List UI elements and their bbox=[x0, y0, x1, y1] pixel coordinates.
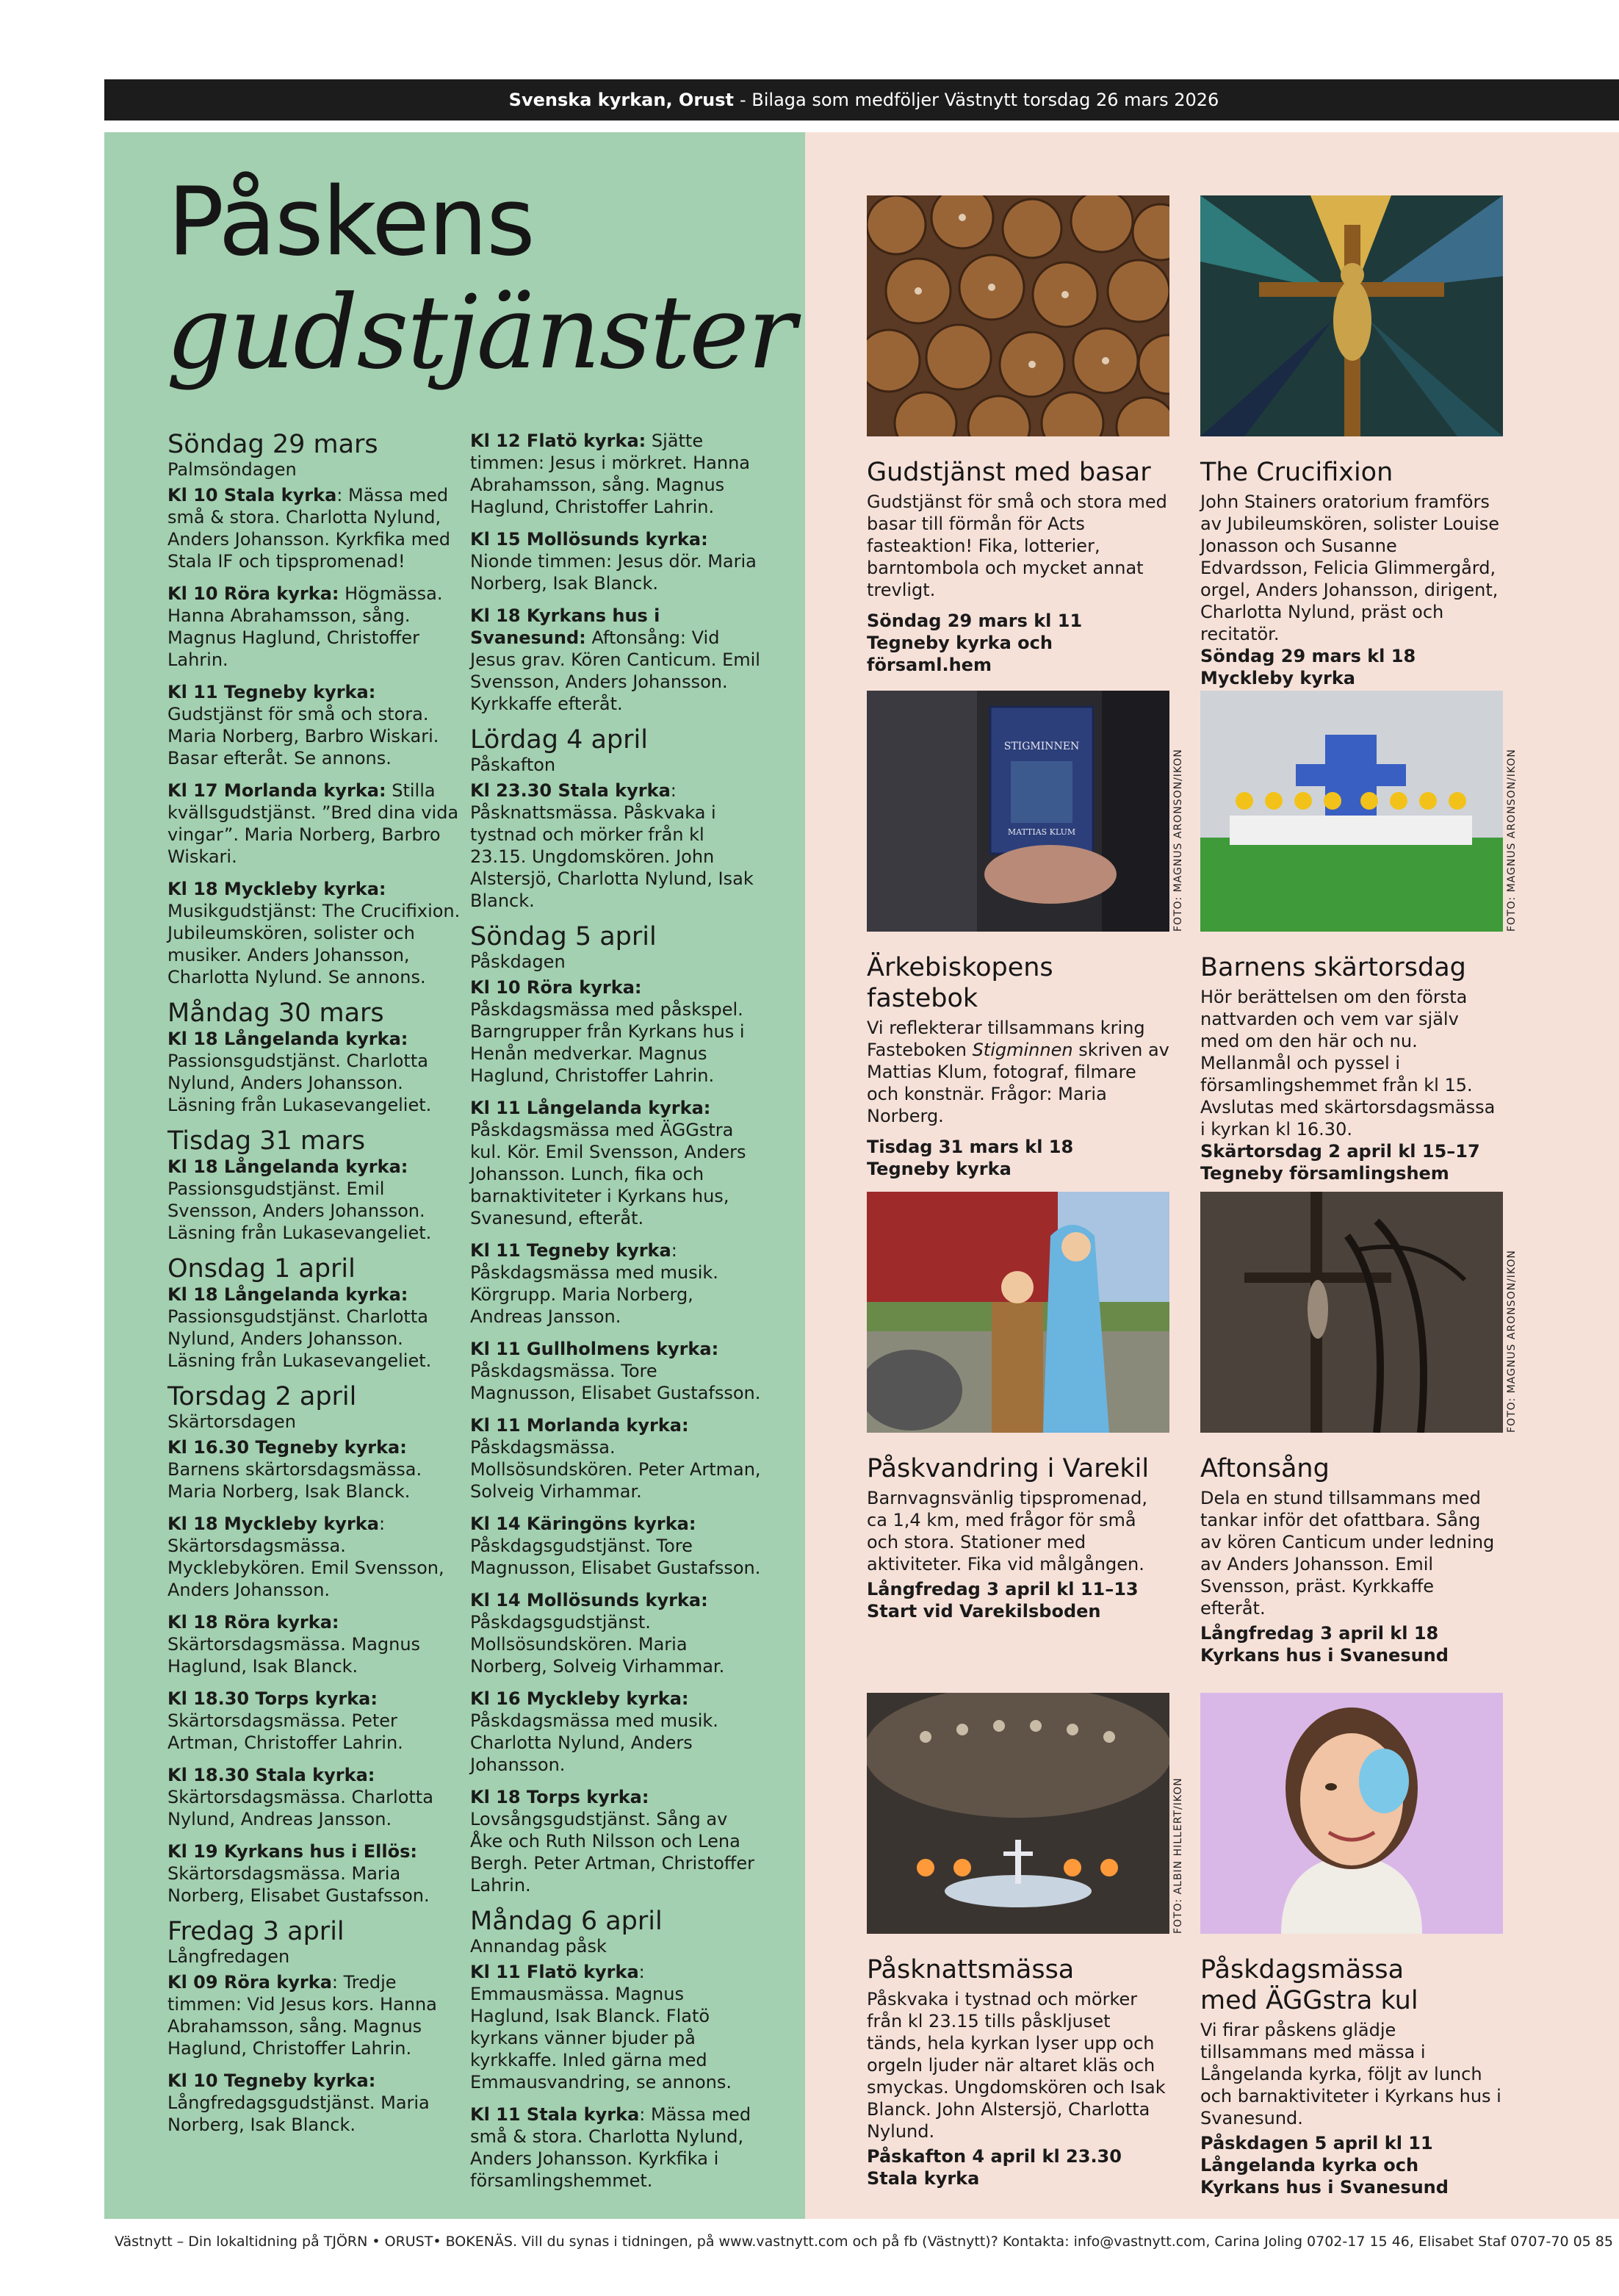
service-time-place: Kl 18 Långelanda kyrka: bbox=[167, 1284, 408, 1305]
page-title-italic: gudstjänster bbox=[166, 273, 795, 392]
event-time: Tisdag 31 mars kl 18 bbox=[867, 1137, 1074, 1157]
book-author: MATTIAS KLUM bbox=[1007, 827, 1076, 837]
service-entry bbox=[167, 1611, 461, 1677]
service-entry bbox=[167, 484, 461, 572]
service-entry bbox=[470, 605, 764, 715]
service-entry bbox=[167, 1156, 461, 1244]
service-details: : Mässa med små & stora. Charlotta Nylund, Anders Johansson. Kyrkfika med Stala IF och tipspromenad! bbox=[167, 485, 450, 572]
service-time-place: Kl 11 Tegneby kyrka bbox=[470, 1240, 671, 1261]
egg-girl-photo bbox=[1200, 1693, 1503, 1934]
service-entry bbox=[470, 1338, 764, 1404]
service-entry bbox=[470, 2104, 764, 2192]
service-time-place: Kl 11 Flatö kyrka bbox=[470, 1962, 639, 1982]
event-time: Påskafton 4 april kl 23.30 bbox=[867, 2146, 1122, 2167]
service-entry bbox=[167, 1688, 461, 1754]
service-time-place: Kl 10 Röra kyrka: bbox=[167, 583, 339, 604]
day-heading: Måndag 30 mars bbox=[167, 998, 384, 1028]
service-details: Aftonsång: Vid Jesus grav. Kören Canticum. Emil Svensson, Anders Johansson. Kyrkkaffe efteråt. bbox=[470, 627, 760, 714]
event-description: Vi firar påskens glädje tillsammans med mässa i Långelanda kyrka, följt av lunch och barnaktiviteter i Kyrkans hus i Svanesund. bbox=[1200, 2020, 1501, 2128]
event-card-pasvandring bbox=[867, 1192, 1169, 1622]
event-place: Start vid Varekilsboden bbox=[867, 1601, 1101, 1622]
photo-credit: FOTO: MAGNUS ARONSON/IKON bbox=[1506, 1250, 1518, 1433]
header-text: - Bilaga som medföljer Västnytt torsdag 26 mars 2026 bbox=[740, 90, 1219, 110]
service-entry bbox=[167, 583, 461, 671]
event-title: Påsknattsmässa bbox=[867, 1955, 1075, 1984]
lego-supper-photo bbox=[1200, 691, 1503, 932]
service-details: Lovsångsgudstjänst. Sång av Åke och Ruth Nilsson och Lena Bergh. Peter Artman, Christoffer Lahrin. bbox=[470, 1809, 754, 1896]
event-card-skartorsdag bbox=[1200, 691, 1518, 1184]
event-place: Tegneby kyrka bbox=[867, 1159, 1012, 1179]
crucifix-thorns-photo bbox=[1200, 1192, 1503, 1433]
crucifix-art-photo bbox=[1200, 195, 1503, 436]
schedule-day bbox=[167, 430, 461, 988]
service-time-place: Kl 18.30 Stala kyrka: bbox=[167, 1765, 375, 1785]
service-time-place: Kl 18 Myckleby kyrka bbox=[167, 1514, 379, 1534]
service-details: Sjätte timmen: Jesus i mörkret. Hanna Abrahamsson, sång. Magnus Haglund, Christoffer Lahrin. bbox=[470, 431, 750, 517]
service-entry bbox=[470, 976, 764, 1087]
event-time: Söndag 29 mars kl 18 bbox=[1200, 646, 1416, 666]
service-time-place: Kl 09 Röra kyrka bbox=[167, 1972, 332, 1993]
event-title: Påskvandring i Varekil bbox=[867, 1454, 1150, 1483]
service-details: Passionsgudstjänst. Emil Svensson, Anders Johansson. Läsning från Lukasevangeliet. bbox=[167, 1178, 432, 1243]
schedule-day bbox=[470, 430, 764, 715]
event-time: Skärtorsdag 2 april kl 15–17 bbox=[1200, 1141, 1480, 1162]
service-details: Påskdagsgudstjänst. Tore Magnusson, Elisabet Gustafsson. bbox=[470, 1536, 761, 1578]
event-card-basar bbox=[867, 195, 1169, 676]
event-title: Barnens skärtorsdag bbox=[1200, 953, 1466, 982]
service-entry bbox=[167, 1971, 461, 2059]
service-entry bbox=[470, 430, 764, 518]
service-time-place: Kl 17 Morlanda kyrka: bbox=[167, 780, 386, 801]
service-time-place: Kl 11 Tegneby kyrka: bbox=[167, 682, 376, 702]
event-title: Gudstjänst med basar bbox=[867, 458, 1151, 487]
service-entry bbox=[167, 681, 461, 769]
day-heading: Måndag 6 april bbox=[470, 1907, 663, 1936]
event-card-pasknatt bbox=[867, 1693, 1184, 2189]
event-card-crucifixion bbox=[1200, 195, 1503, 689]
service-entry bbox=[167, 780, 461, 868]
service-details: Passionsgudstjänst. Charlotta Nylund, Anders Johansson. Läsning från Lukasevangeliet. bbox=[167, 1051, 432, 1115]
day-subtitle: Påskafton bbox=[470, 755, 556, 775]
schedule-day bbox=[470, 725, 764, 912]
event-description: Vi reflekterar tillsammans kring Fasteboken Stigminnen skriven av Mattias Klum, fotograf, filmare och konstnär. Frågor: Maria Norberg. bbox=[867, 1018, 1169, 1126]
event-description: Gudstjänst för små och stora med basar till förmån för Acts fasteaktion! Fika, lotterier, barntombola och mycket annat trevligt. bbox=[867, 492, 1167, 600]
service-time-place: Kl 18 Röra kyrka: bbox=[167, 1612, 339, 1633]
service-details: Nionde timmen: Jesus dör. Maria Norberg, Isak Blanck. bbox=[470, 551, 757, 594]
service-time-place: Kl 18 Långelanda kyrka: bbox=[167, 1029, 408, 1049]
event-place: Tegneby församlingshem bbox=[1200, 1163, 1449, 1184]
schedule-column-2 bbox=[470, 430, 764, 2202]
schedule-day bbox=[167, 1254, 461, 1372]
day-heading: Lördag 4 april bbox=[470, 725, 648, 755]
day-heading: Söndag 5 april bbox=[470, 922, 657, 951]
service-entry bbox=[167, 1840, 461, 1907]
service-entry bbox=[167, 1764, 461, 1830]
service-entry bbox=[470, 1414, 764, 1503]
service-details: Påskdagsmässa. Mollsösundskören. Peter Artman, Solveig Virhammar. bbox=[470, 1437, 761, 1502]
service-time-place: Kl 10 Stala kyrka bbox=[167, 485, 337, 505]
service-entry bbox=[470, 1589, 764, 1677]
book-title: STIGMINNEN bbox=[1003, 741, 1080, 752]
event-time: Söndag 29 mars kl 11 bbox=[867, 611, 1083, 631]
service-entry bbox=[167, 1284, 461, 1372]
page-title: Påskens bbox=[167, 168, 534, 277]
event-time: Långfredag 3 april kl 18 bbox=[1200, 1623, 1439, 1644]
schedule-day bbox=[470, 922, 764, 1896]
service-time-place: Kl 16 Myckleby kyrka: bbox=[470, 1688, 689, 1709]
photo-credit: FOTO: MAGNUS ARONSON/IKON bbox=[1506, 749, 1518, 932]
event-description: Hör berättelsen om den första nattvarden och vem var själv med om den här och nu. Mellanmål och pyssel i församlingshemmet från kl 15. Avslutas med skärtorsdagsmässa i kyrkan kl 16.30. bbox=[1200, 987, 1496, 1140]
service-entry bbox=[167, 1436, 461, 1503]
event-title: The Crucifixion bbox=[1200, 458, 1393, 487]
service-entry bbox=[470, 1961, 764, 2093]
service-time-place: Kl 16.30 Tegneby kyrka: bbox=[167, 1437, 407, 1458]
varekil-walk-photo bbox=[867, 1192, 1169, 1433]
day-heading: Tisdag 31 mars bbox=[167, 1126, 366, 1156]
buns-photo bbox=[867, 195, 1169, 436]
service-entry bbox=[167, 1513, 461, 1601]
service-entry bbox=[470, 1239, 764, 1328]
schedule-day bbox=[470, 1907, 764, 2192]
service-time-place: Kl 14 Käringöns kyrka: bbox=[470, 1514, 696, 1534]
event-description: Barnvagnsvänlig tipspromenad, ca 1,4 km, med frågor för små och stora. Stationer med aktiviteter. Fika vid målgången. bbox=[867, 1488, 1148, 1575]
service-details: Skärtorsdagsmässa. Charlotta Nylund, Andreas Jansson. bbox=[167, 1787, 433, 1829]
service-time-place: Kl 18 Långelanda kyrka: bbox=[167, 1156, 408, 1177]
day-heading: Söndag 29 mars bbox=[167, 430, 378, 459]
service-details: Påskdagsmässa med ÄGGstra kul. Kör. Emil Svensson, Anders Johansson. Lunch, fika och barnaktiviteter i Kyrkans hus, Svanesund, efteråt. bbox=[470, 1120, 746, 1228]
service-details: Barnens skärtorsdagsmässa. Maria Norberg, Isak Blanck. bbox=[167, 1459, 422, 1502]
book-photo bbox=[867, 691, 1169, 932]
event-place: Kyrkans hus i Svanesund bbox=[1200, 1645, 1449, 1666]
day-heading: Fredag 3 april bbox=[167, 1917, 345, 1946]
schedule-column-1 bbox=[167, 430, 461, 2146]
photo-credit: FOTO: MAGNUS ARONSON/IKON bbox=[1172, 749, 1184, 932]
service-details: Långfredagsgudstjänst. Maria Norberg, Isak Blanck. bbox=[167, 2092, 430, 2135]
service-time-place: Kl 12 Flatö kyrka: bbox=[470, 431, 646, 451]
service-entry bbox=[470, 1688, 764, 1776]
header-bar bbox=[104, 79, 1619, 120]
schedule-day bbox=[167, 998, 461, 1116]
event-description: John Stainers oratorium framförs av Jubileumskören, solister Louise Jonasson och Susanne Edvardsson, Felicia Glimmergård, orgel, Anders Johansson, dirigent, Charlotta Nylund, präst och recitatör. bbox=[1200, 492, 1500, 644]
event-card-paskdag bbox=[1200, 1693, 1503, 2198]
service-entry bbox=[167, 878, 461, 988]
event-place: Långelanda kyrka och Kyrkans hus i Svanesund bbox=[1200, 2155, 1449, 2198]
service-details: : Tredje timmen: Vid Jesus kors. Hanna Abrahamsson, sång. Magnus Haglund, Christoffer Lahrin. bbox=[167, 1972, 437, 2059]
service-time-place: Kl 18.30 Torps kyrka: bbox=[167, 1688, 378, 1709]
event-card-aftonsang bbox=[1200, 1192, 1518, 1666]
footer-contact: Västnytt – Din lokaltidning på TJÖRN • ORUST• BOKENÄS. Vill du synas i tidningen, på www.vastnytt.com och på fb (Västnytt)? Kontakta: info@vastnytt.com, Carina Joling 0702-17 15 46, Elisabet Staf 0707-70 05 85 bbox=[114, 2234, 1613, 2250]
service-details: : Emmausmässa. Magnus Haglund, Isak Blanck. Flatö kyrkans vänner bjuder på kyrkkaffe. Inled gärna med Emmausvandring, se annons. bbox=[470, 1962, 732, 2092]
service-details: Passionsgudstjänst. Charlotta Nylund, Anders Johansson. Läsning från Lukasevangeliet. bbox=[167, 1306, 432, 1371]
service-details: Skärtorsdagsmässa. Maria Norberg, Elisabet Gustafsson. bbox=[167, 1863, 430, 1906]
service-details: Skärtorsdagsmässa. Magnus Haglund, Isak Blanck. bbox=[167, 1634, 421, 1677]
service-entry bbox=[470, 528, 764, 594]
event-title: Påskdagsmässa med ÄGGstra kul bbox=[1200, 1955, 1418, 2015]
service-details: Stilla kvällsgudstjänst. ”Bred dina vida vingar”. Maria Norberg, Barbro Wiskari. bbox=[167, 780, 459, 867]
service-details: Skärtorsdagsmässa. Peter Artman, Christoffer Lahrin. bbox=[167, 1710, 403, 1753]
header-publisher: Svenska kyrkan, Orust bbox=[508, 90, 734, 110]
service-time-place: Kl 10 Tegneby kyrka: bbox=[167, 2070, 376, 2091]
service-details: Gudstjänst för små och stora. Maria Norberg, Barbro Wiskari. Basar efteråt. Se annons. bbox=[167, 704, 439, 769]
service-details: : Påsknattsmässa. Påskvaka i tystnad och mörker från kl 23.15. Ungdomskören. John Alstersjö, Charlotta Nylund, Isak Blanck. bbox=[470, 780, 754, 911]
day-subtitle: Påskdagen bbox=[470, 951, 566, 972]
service-entry bbox=[167, 1028, 461, 1116]
day-heading: Onsdag 1 april bbox=[167, 1254, 356, 1284]
event-time: Långfredag 3 april kl 11–13 bbox=[867, 1579, 1139, 1599]
schedule-day bbox=[167, 1126, 461, 1244]
service-time-place: Kl 15 Mollösunds kyrka: bbox=[470, 529, 708, 550]
day-subtitle: Långfredagen bbox=[167, 1946, 290, 1967]
service-details: Påskdagsmässa. Tore Magnusson, Elisabet Gustafsson. bbox=[470, 1361, 761, 1403]
day-subtitle: Annandag påsk bbox=[470, 1936, 607, 1957]
day-subtitle: Skärtorsdagen bbox=[167, 1411, 296, 1432]
service-details: Högmässa. Hanna Abrahamsson, sång. Magnus Haglund, Christoffer Lahrin. bbox=[167, 583, 443, 670]
service-entry bbox=[470, 1097, 764, 1229]
service-time-place: Kl 19 Kyrkans hus i Ellös: bbox=[167, 1841, 417, 1862]
schedule-day bbox=[167, 1917, 461, 2136]
day-heading: Torsdag 2 april bbox=[167, 1382, 357, 1411]
service-entry bbox=[167, 2070, 461, 2136]
service-time-place: Kl 11 Stala kyrka bbox=[470, 2104, 640, 2125]
service-time-place: Kl 11 Morlanda kyrka: bbox=[470, 1415, 689, 1436]
event-place: Tegneby kyrka och församl.hem bbox=[867, 633, 1053, 675]
service-entry bbox=[470, 1513, 764, 1579]
day-subtitle: Palmsöndagen bbox=[167, 459, 297, 480]
service-details: Musikgudstjänst: The Crucifixion. Jubileumskören, solister och musiker. Anders Johansson, Charlotta Nylund. Se annons. bbox=[167, 901, 461, 987]
service-time-place: Kl 18 Myckleby kyrka: bbox=[167, 879, 386, 899]
service-details: : Skärtorsdagsmässa. Mycklebykören. Emil Svensson, Anders Johansson. bbox=[167, 1514, 444, 1600]
service-time-place: Kl 11 Gullholmens kyrka: bbox=[470, 1339, 719, 1359]
event-time: Påskdagen 5 april kl 11 bbox=[1200, 2133, 1433, 2153]
schedule-day bbox=[167, 1382, 461, 1907]
event-title: Aftonsång bbox=[1200, 1454, 1330, 1483]
service-time-place: Kl 10 Röra kyrka: bbox=[470, 977, 642, 998]
event-description: Dela en stund tillsammans med tankar inför det ofattbara. Sång av kören Canticum under ledning av Anders Johansson. Emil Svensson, präst. Kyrkkaffe efteråt. bbox=[1200, 1488, 1495, 1619]
event-card-fastebok bbox=[867, 691, 1184, 1180]
service-entry bbox=[470, 780, 764, 912]
service-entry bbox=[470, 1786, 764, 1896]
event-description: Påskvaka i tystnad och mörker från kl 23.15 tills påskljuset tänds, hela kyrkan lyser upp och orgeln ljuder när altaret kläs och smyckas. Ungdomskören och Isak Blanck. John Alstersjö, Charlotta Nylund. bbox=[867, 1989, 1166, 2142]
service-time-place: Kl 23.30 Stala kyrka bbox=[470, 780, 671, 801]
event-title: Ärkebiskopens fastebok bbox=[867, 953, 1053, 1013]
service-details: Påskdagsgudstjänst. Mollsösundskören. Maria Norberg, Solveig Virhammar. bbox=[470, 1612, 725, 1677]
event-place: Stala kyrka bbox=[867, 2168, 980, 2189]
service-time-place: Kl 11 Långelanda kyrka: bbox=[470, 1098, 711, 1118]
photo-credit: FOTO: ALBIN HILLERT/IKON bbox=[1172, 1777, 1184, 1934]
service-time-place: Kl 18 Kyrkans hus i Svanesund: bbox=[470, 605, 660, 648]
service-details: : Mässa med små & stora. Charlotta Nylund, Anders Johansson. Kyrkfika i församlingshemmet. bbox=[470, 2104, 751, 2191]
service-details: Påskdagsmässa med musik. Charlotta Nylund, Anders Johansson. bbox=[470, 1710, 718, 1775]
service-details: Påskdagsmässa med påskspel. Barngrupper från Kyrkans hus i Henån medverkar. Magnus Haglund, Christoffer Lahrin. bbox=[470, 999, 745, 1086]
service-details: : Påskdagsmässa med musik. Körgrupp. Maria Norberg, Andreas Jansson. bbox=[470, 1240, 718, 1327]
service-time-place: Kl 14 Mollösunds kyrka: bbox=[470, 1590, 708, 1611]
altar-candles-photo bbox=[867, 1693, 1169, 1934]
service-time-place: Kl 18 Torps kyrka: bbox=[470, 1787, 649, 1807]
event-place: Myckleby kyrka bbox=[1200, 668, 1355, 688]
